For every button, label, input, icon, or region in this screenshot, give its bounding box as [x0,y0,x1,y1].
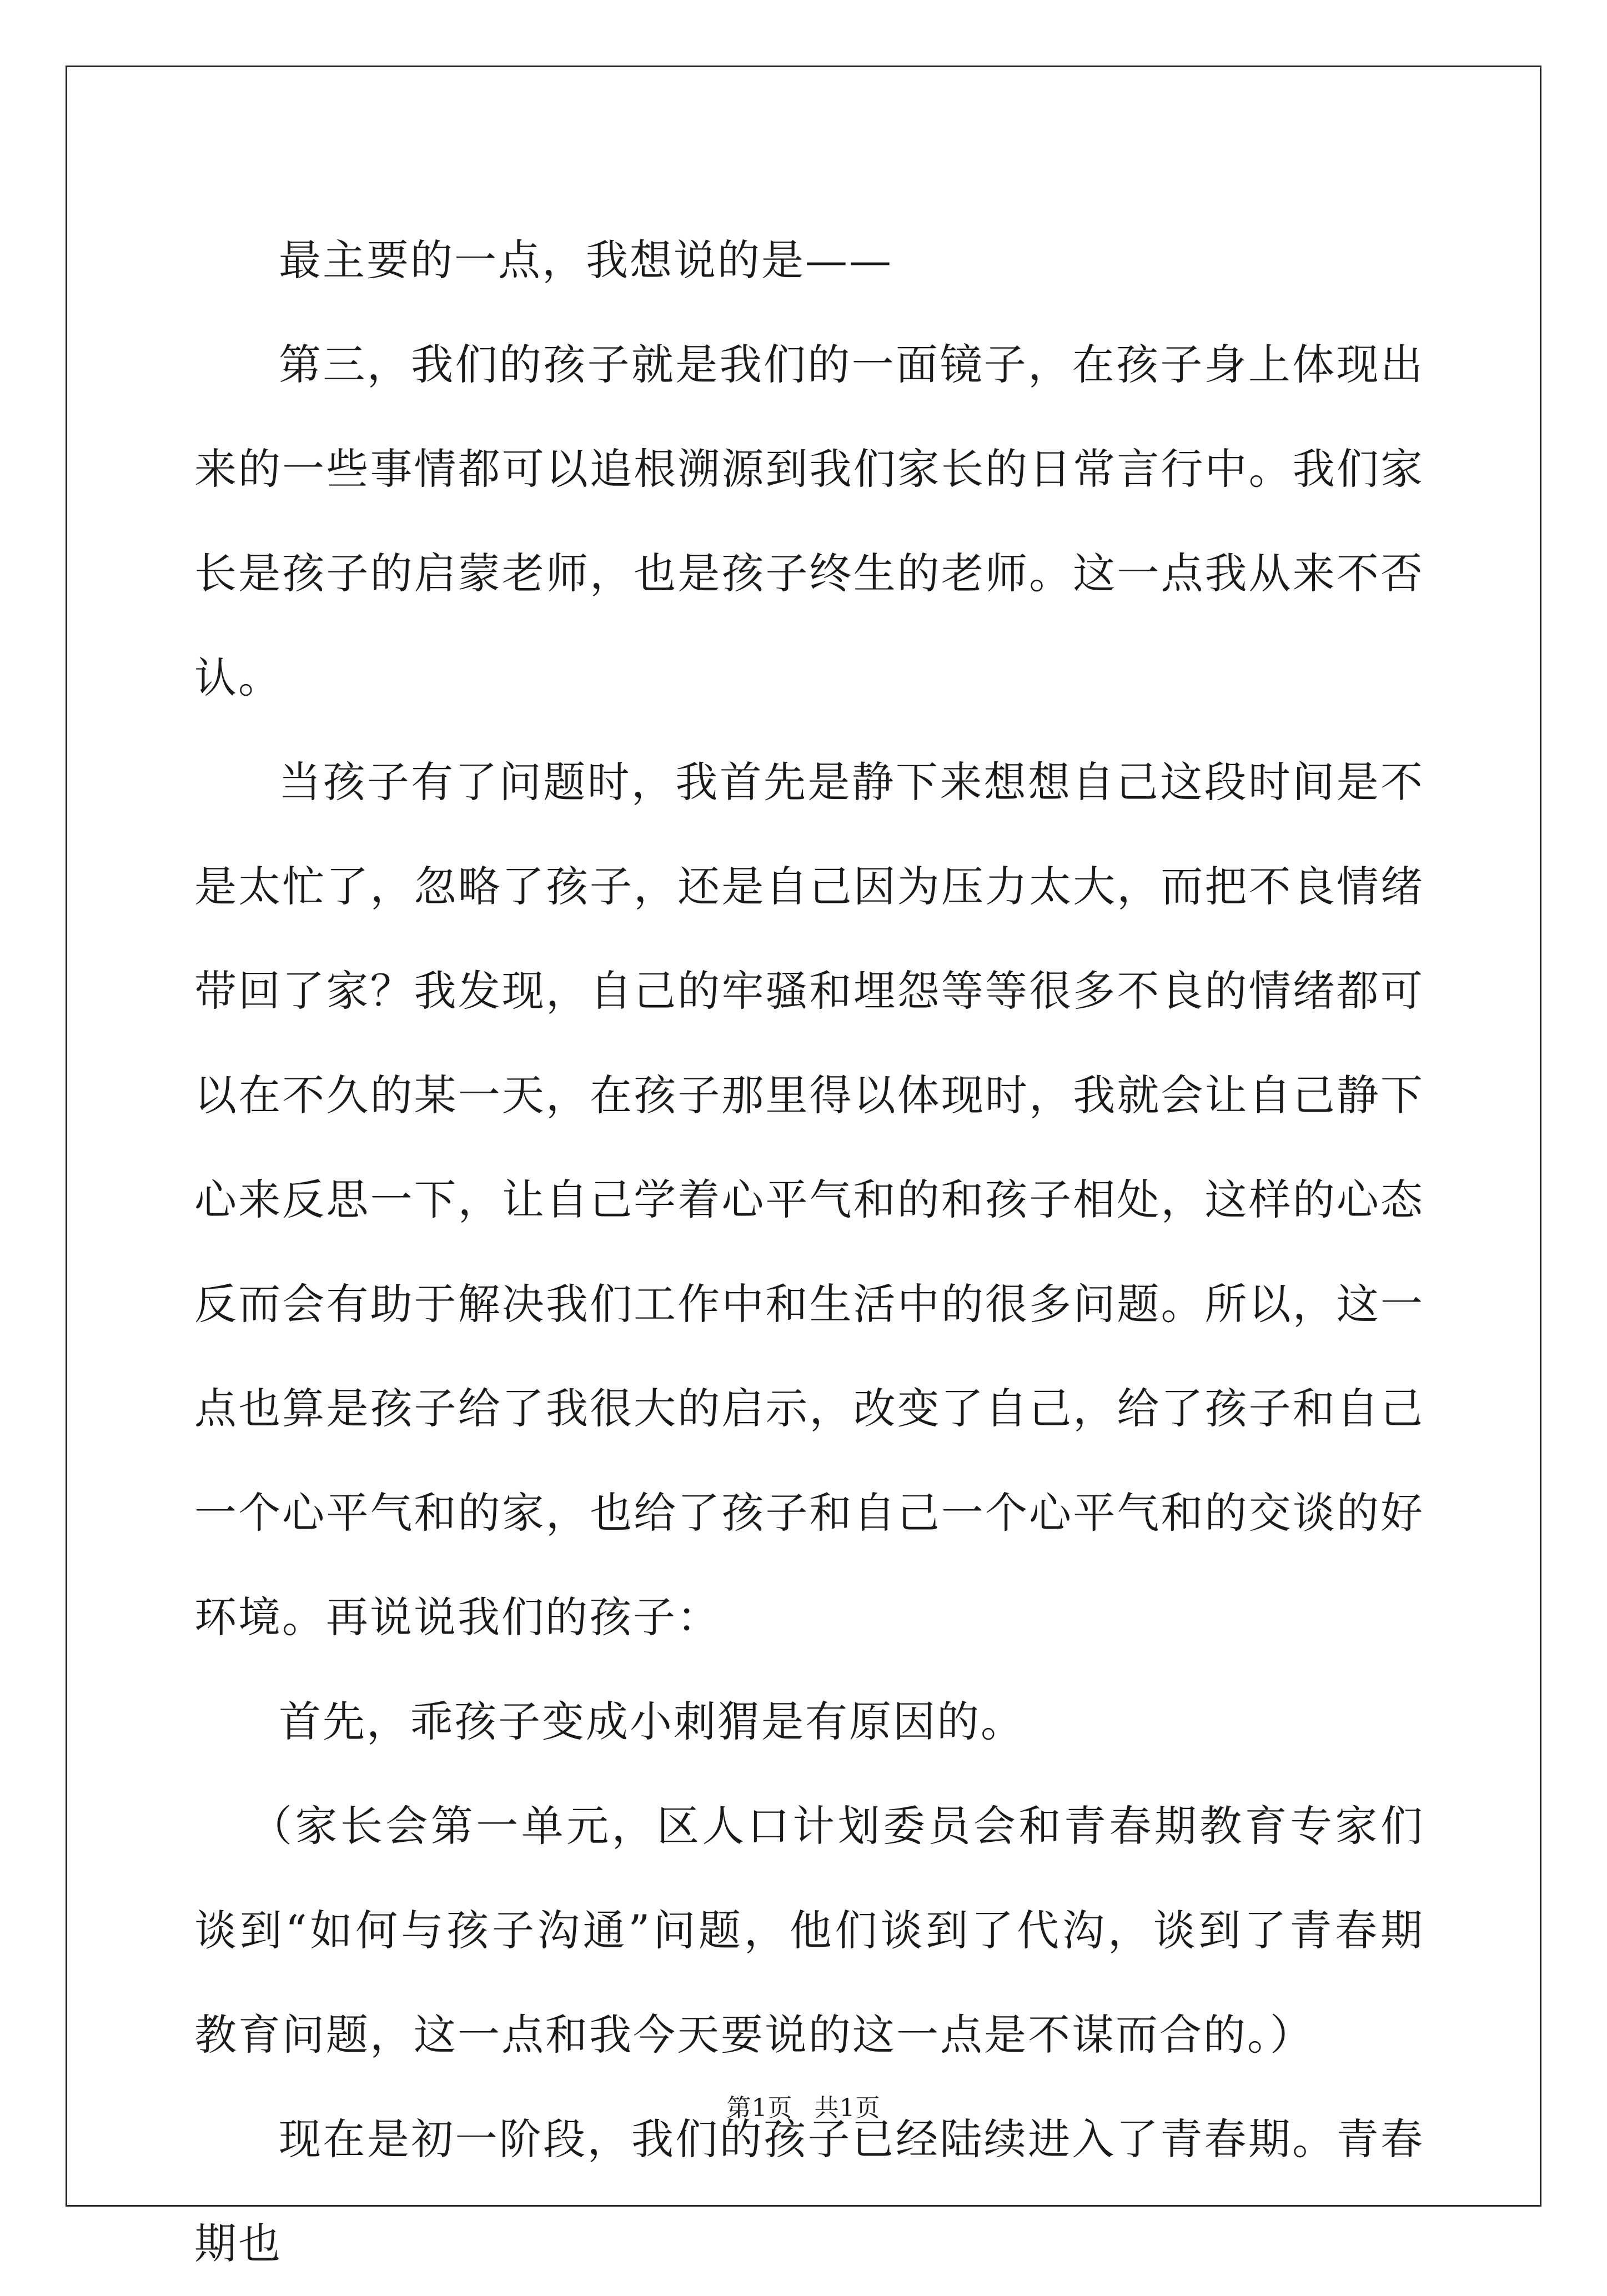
paragraph: 现在是初一阶段，我们的孩子已经陆续进入了青春期。青春期也 [194,2114,1424,2268]
paragraph: （家长会第一单元，区人口计划委员会和青春期教育专家们谈到“如何与孩子沟通”问题，他们谈到了代沟，谈到了青春期教育问题，这一点和我今天要说的这一点是不谋而合的。） [194,1801,1424,2059]
paragraph: 首先，乖孩子变成小刺猬是有原因的。 [279,1697,1025,1746]
paragraph: 当孩子有了问题时，我首先是静下来想想自己这段时间是不是太忙了，忽略了孩子，还是自己因为压力太大，而把不良情绪带回了家？我发现，自己的牢骚和埋怨等等很多不良的情绪都可以在不久的某一天，在孩子那里得以体现时，我就会让自己静下心来反思一下，让自己学着心平气和的和孩子相处，这样的心态反而会有助于解决我们工作中和生活中的很多问题。所以，这一点也算是孩子给了我很大的启示，改变了自己，给了孩子和自己一个心平气和的家，也给了孩子和自己一个心平气和的交谈的好环境。再说说我们的孩子： [194,757,1424,1642]
page-number: 第1页 [726,2094,793,2122]
paragraph: 最主要的一点，我想说的是—— [279,235,893,285]
document-body [194,208,1424,2296]
page-footer [0,2088,1607,2123]
page-total: 共1页 [814,2094,881,2122]
paragraph: 第三，我们的孩子就是我们的一面镜子，在孩子身上体现出来的一些事情都可以追根溯源到我们家长的日常言行中。我们家长是孩子的启蒙老师，也是孩子终生的老师。这一点我从来不否认。 [194,340,1424,702]
